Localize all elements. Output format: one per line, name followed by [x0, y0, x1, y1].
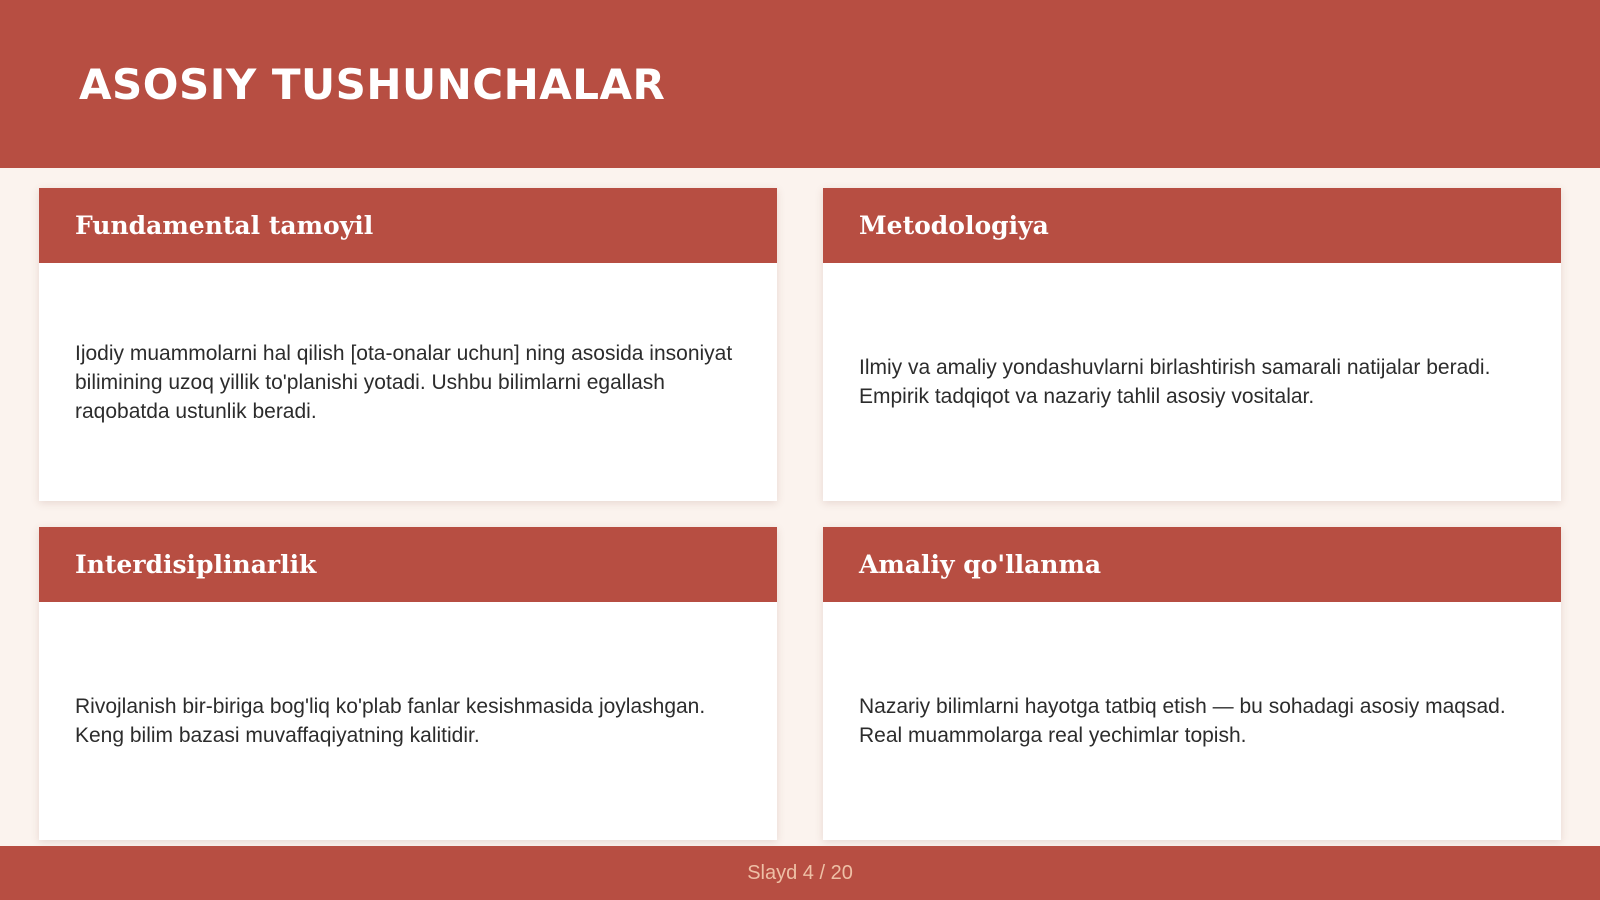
card-body — [39, 263, 777, 501]
concept-cards-grid — [39, 188, 1561, 840]
card-title: Amaliy qo'llanma — [859, 550, 1102, 579]
card-title: Fundamental tamoyil — [75, 211, 374, 240]
card-header — [39, 188, 777, 263]
card-header — [823, 527, 1561, 602]
card-interdisciplinarity — [39, 527, 777, 840]
card-text: Ilmiy va amaliy yondashuvlarni birlashtirish samarali natijalar beradi. Empirik tadqiqot va nazariy tahlil asosiy vositalar. — [859, 356, 1491, 408]
slide-counter: Slayd 4 / 20 — [747, 861, 853, 884]
card-text: Rivojlanish bir-biriga bog'liq ko'plab fanlar kesishmasida joylashgan. Keng bilim bazasi muvaffaqiyatning kalitidir. — [75, 695, 706, 747]
card-text: Nazariy bilimlarni hayotga tatbiq etish — bu sohadagi asosiy maqsad. Real muammolarga real yechimlar topish. — [859, 695, 1506, 747]
slide-header — [0, 0, 1600, 168]
slide-footer — [0, 846, 1600, 900]
card-fundamental-principle — [39, 188, 777, 501]
card-title: Interdisiplinarlik — [75, 550, 317, 579]
card-text: Ijodiy muammolarni hal qilish [ota-onalar uchun] ning asosida insoniyat bilimining uzoq yillik to'planishi yotadi. Ushbu bilimlarni egallash raqobatda ustunlik beradi. — [75, 341, 733, 423]
card-methodology — [823, 188, 1561, 501]
card-body — [823, 602, 1561, 840]
card-body — [39, 602, 777, 840]
slide-title: ASOSIY TUSHUNCHALAR — [79, 60, 666, 109]
card-body — [823, 263, 1561, 501]
card-practical-application — [823, 527, 1561, 840]
card-header — [39, 527, 777, 602]
card-title: Metodologiya — [859, 211, 1049, 240]
card-header — [823, 188, 1561, 263]
